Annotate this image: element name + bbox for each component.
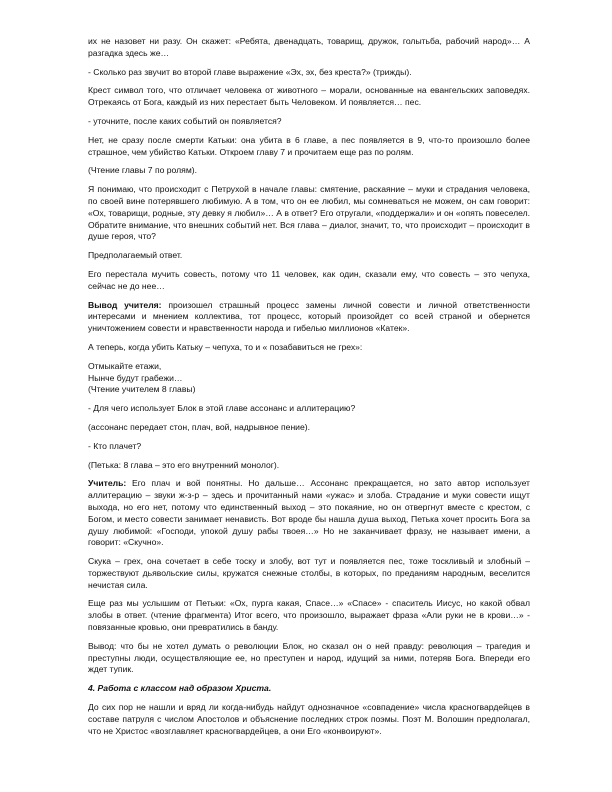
paragraph: Нет, не сразу после смерти Катьки: она убита в 6 главе, а пес появляется в 9, что-то произошло более страшное, чем убийство Катьки. Откроем главу 7 и прочитаем еще раз по ролям. <box>88 134 530 157</box>
paragraph: Еще раз мы услышим от Петьки: «Ох, пурга какая, Спасе…» «Спасе» - спаситель Иисус, но какой обвал злобы в ответ. (чтение фрагмента) Итог всего, что произошло, выражает фраза «Али руки не в крови…» - повязанные кровью, они превратились в банду. <box>88 598 530 633</box>
paragraph: А теперь, когда убить Катьку – чепуха, то и « позабавиться не грех»: <box>88 341 363 352</box>
paragraph: (Петька: 8 глава – это его внутренний монолог). <box>88 459 280 470</box>
paragraph: их не назовет ни разу. Он скажет: «Ребята, двенадцать, товарищ, дружок, голытьба, рабочий народ»… А разгадка здесь же… <box>88 36 530 58</box>
poem-line: Отмыкайте етажи, <box>88 360 162 371</box>
section-heading: 4. Работа с классом над образом Христа. <box>88 683 272 694</box>
paragraph: Скука – грех, она сочетает в себе тоску и злобу, вот тут и появляется пес, тоже тоскливый и злобный – торжествуют дьявольские силы, кружатся снежные столбы, в которых, по преданиям народным, веселится нечистая сила. <box>88 556 530 590</box>
conclusion-text: произошел страшный процесс замены личной совести и личной ответственности интересами и мнением коллектива, тот процесс, который произойдет со всей страной и обернется уничтожением совести и нравственности народа и гибелью миллионов «Катек». <box>88 299 530 334</box>
poem-line: (Чтение учителем 8 главы) <box>88 384 196 395</box>
paragraph: (ассонанс передает стон, плач, вой, надрывное пение). <box>88 421 311 432</box>
paragraph: Вывод: что бы не хотел думать о революции Блок, но сказал он о ней правду: революция – трагедия и преступны люди, осуществляющие ее, но преступен и народ, идущий за ними, потеряв Бога. Впереди его ждет тупик. <box>88 640 530 675</box>
paragraph: Крест символ того, что отличает человека от животного – морали, основанные на евангельских заповедях. Отрекаясь от Бога, каждый из них перестает быть Человеком. И появляется… пес. <box>88 85 530 108</box>
paragraph: - Сколько раз звучит во второй главе выражение «Эх, эх, без креста?» (трижды). <box>88 66 412 77</box>
paragraph: Его перестала мучить совесть, потому что 11 человек, как один, сказали ему, что совесть – это чепуха, сейчас не до нее… <box>88 268 530 291</box>
paragraph: - уточните, после каких событий он появляется? <box>88 115 282 126</box>
teacher-conclusion-paragraph <box>88 300 530 335</box>
teacher-text: Его плач и вой понятны. Но дальше… Ассонанс прекращается, но зато автор использует аллитерацию – звуки ж-з-р – здесь и прочитанный нами «ужас» и злоба. Страдание и муки совести ищут выхода, но его нет, потому что единственный выход – это покаяние, но он отвергнут вместе с крестом, с Богом, и место совести занимает ненависть. Вот вроде бы нашла душа выход, Петька хочет просить Бога за душу любимой: «Господи, упокой душу рабы твоея…» Но не заканчивает фразу, не называет имени, а говорит: «Скучно». <box>88 478 530 548</box>
paragraph: - Для чего использует Блок в этой главе ассонанс и аллитерацию? <box>88 403 356 414</box>
paragraph: До сих пор не нашли и вряд ли когда-нибудь найдут однозначное «совпадение» числа красногвардейцев в составе патруля с числом Апостолов и объяснение последних строк поэмы. Поэт М. Волошин предполагал, что не Христос «возглавляет красногвардейцев, а они Его «конвоируют». <box>88 702 530 736</box>
paragraph: Я понимаю, что происходит с Петрухой в начале главы: смятение, раскаяние – муки и страдания человека, по своей вине потерявшего любимую. А в том, что он ее любил, мы сомневаться не можем, он сам говорит: «Ох, товарищи, родные, эту девку я любил»… А в ответ? Его отругали, «поддержали» и он «опять повеселел. Обратите внимание, что внешних событий нет. Вся глава – диалог, значит, то, что происходит – происходит в душе героя, что? <box>88 184 530 242</box>
paragraph: (Чтение главы 7 по ролям). <box>88 165 197 176</box>
paragraph: Предполагаемый ответ. <box>88 250 183 261</box>
document-page <box>88 36 530 744</box>
teacher-paragraph <box>88 478 530 549</box>
poem-line: Нынче будут грабежи… <box>88 372 183 383</box>
paragraph: - Кто плачет? <box>88 440 142 451</box>
conclusion-label: Вывод учителя: <box>88 299 162 310</box>
teacher-label: Учитель: <box>88 478 127 489</box>
